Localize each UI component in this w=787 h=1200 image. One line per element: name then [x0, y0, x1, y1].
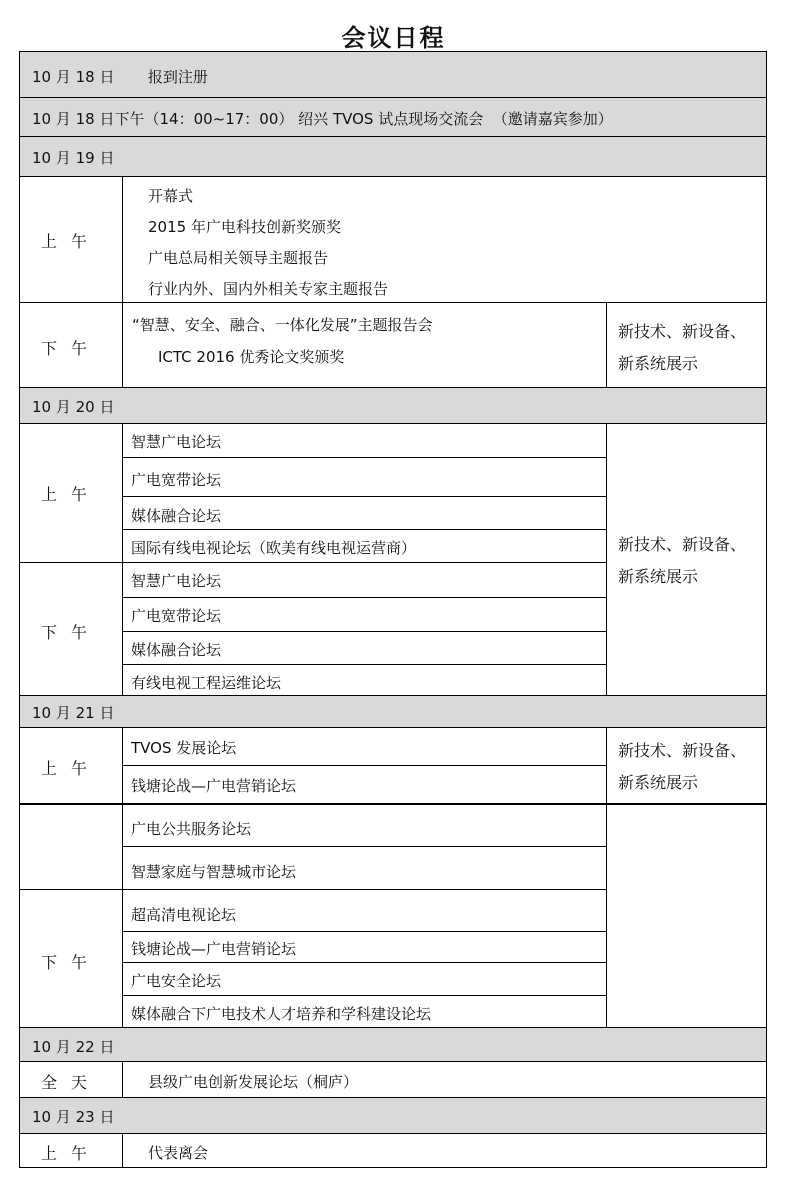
date-label-oct20: 10 月 20 日 — [32, 398, 115, 416]
agenda-item: 县级广电创新发展论坛（桐庐） — [148, 1073, 359, 1091]
forum-item: 钱塘论战—广电营销论坛 — [131, 940, 297, 958]
date-label-oct23: 10 月 23 日 — [32, 1108, 115, 1126]
forum-item: 广电安全论坛 — [131, 972, 222, 990]
forum-item: 媒体融合下广电技术人才培养和学科建设论坛 — [131, 1005, 432, 1023]
date-label-oct18: 10 月 18 日 报到注册 — [32, 68, 208, 86]
forum-item: 媒体融合论坛 — [131, 507, 222, 525]
forum-item: 超高清电视论坛 — [131, 906, 237, 924]
date-row-oct20 — [20, 388, 766, 424]
period-label: 上午 — [40, 485, 101, 504]
agenda-item: 广电总局相关领导主题报告 — [148, 249, 329, 267]
exhibit-note: 新技术、新设备、 新系统展示 — [618, 741, 747, 792]
period-label: 下午 — [40, 623, 101, 642]
exhibit-note: 新技术、新设备、 新系统展示 — [618, 322, 747, 373]
forum-item: 广电宽带论坛 — [131, 471, 222, 489]
date-label-oct21: 10 月 21 日 — [32, 704, 115, 722]
forum-item: 国际有线电视论坛（欧美有线电视运营商） — [131, 539, 417, 557]
period-label: 全天 — [40, 1073, 101, 1092]
agenda-item: “智慧、安全、融合、一体化发展”主题报告会 — [132, 316, 433, 334]
oct20-block — [20, 424, 766, 696]
date-row-oct21 — [20, 696, 766, 728]
date-row-oct22 — [20, 1028, 766, 1062]
date-row-oct19 — [20, 137, 766, 177]
agenda-item: ICTC 2016 优秀论文奖颁奖 — [158, 348, 345, 366]
page-title: 会议日程 — [341, 24, 446, 52]
forum-item: 钱塘论战—广电营销论坛 — [131, 777, 297, 795]
agenda-item: 行业内外、国内外相关专家主题报告 — [148, 280, 389, 298]
exhibit-note: 新技术、新设备、 新系统展示 — [618, 535, 747, 586]
oct22-row — [20, 1062, 766, 1098]
forum-item: 有线电视工程运维论坛 — [131, 674, 282, 692]
forum-item: TVOS 发展论坛 — [131, 739, 237, 757]
forum-item: 智慧家庭与智慧城市论坛 — [131, 863, 297, 881]
schedule-table — [19, 51, 767, 1168]
date-row-oct18 — [20, 52, 766, 98]
forum-item: 智慧广电论坛 — [131, 572, 222, 590]
date-row-oct23 — [20, 1098, 766, 1134]
agenda-item: 开幕式 — [148, 187, 194, 205]
agenda-item: 2015 年广电科技创新奖颁奖 — [148, 218, 341, 236]
date-label-oct19: 10 月 19 日 — [32, 149, 115, 167]
forum-item: 广电宽带论坛 — [131, 607, 222, 625]
period-label: 上午 — [40, 232, 101, 251]
period-label: 下午 — [40, 953, 101, 972]
agenda-item: 代表离会 — [148, 1144, 209, 1162]
forum-item: 广电公共服务论坛 — [131, 820, 252, 838]
period-label: 上午 — [40, 1144, 101, 1163]
period-label: 下午 — [40, 339, 101, 358]
oct23-row — [20, 1134, 766, 1167]
oct19-pm-row — [20, 303, 766, 388]
date-label-oct22: 10 月 22 日 — [32, 1038, 115, 1056]
oct19-am-row — [20, 177, 766, 303]
date-row-oct18-afternoon — [20, 98, 766, 137]
event-oct18-afternoon: 10 月 18 日下午（14：00~17：00） 绍兴 TVOS 试点现场交流会 （邀请嘉宾参加） — [32, 110, 613, 128]
period-label: 上午 — [40, 759, 101, 778]
forum-item: 智慧广电论坛 — [131, 433, 222, 451]
oct21-block — [20, 728, 766, 1028]
forum-item: 媒体融合论坛 — [131, 641, 222, 659]
